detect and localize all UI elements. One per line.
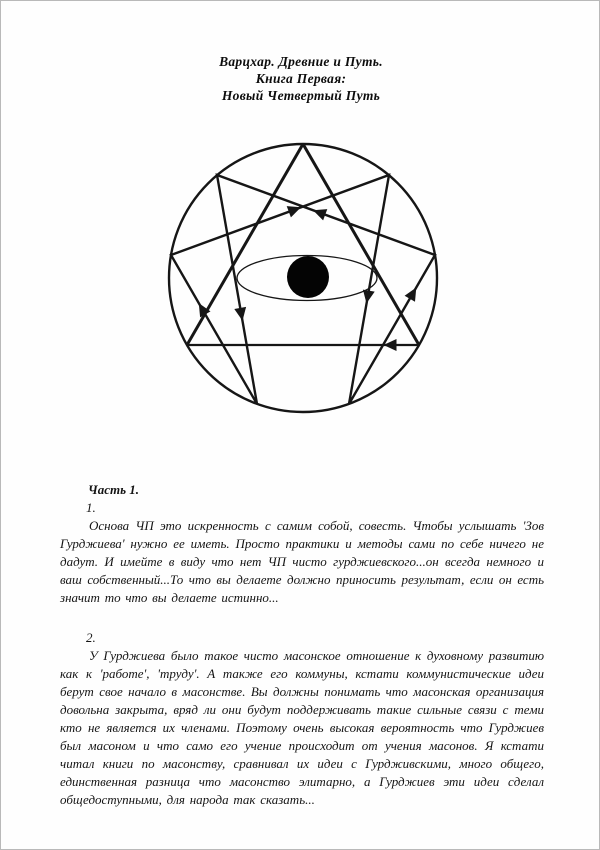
section-1-paragraph: Основа ЧП это искренность с самим собой, совесть. Чтобы услышать 'Зов Гурджиева' нужно ее иметь. Просто практики и методы сами по себе ничего не дадут. И имейте в виду что нет ЧП чисто гурджиевского...он всегда немного и ваш собственный...То что вы делаете должно приносить результат, если он есть значит то что вы делаете истинно...: [60, 518, 544, 605]
black-sphere: [287, 256, 329, 298]
title-line-1: Варцхар. Древние и Путь.: [219, 54, 383, 69]
arrow-1-to-4: [363, 290, 375, 304]
enneagram-svg: [147, 132, 459, 424]
section-1-number: 1.: [86, 500, 96, 515]
title-line-3: Новый Четвертый Путь: [221, 88, 381, 103]
body-text-block: [60, 481, 544, 809]
arrow-7-to-1: [287, 206, 301, 217]
document-title: [1, 53, 600, 104]
part-heading: Часть 1.: [88, 482, 140, 497]
arrow-2-to-8: [313, 209, 327, 220]
arrow-8-to-5: [234, 307, 246, 321]
title-line-2: Книга Первая:: [255, 71, 347, 86]
enneagram-figure: [147, 132, 459, 424]
section-2-number: 2.: [86, 630, 96, 645]
section-2-paragraph: У Гурджиева было такое чисто масонское отношение к духовному развитию как к 'работе', 'труду'. А также его коммуны, кстати коммунистические идеи берут свое начало в масонстве. Вы должны понимать что масонская организация довольна закрыта, вряд ли они будут поддерживать такие сильные связи с теми кто не является их членами. Поэтому очень высокая вероятность что Гурджиев был масоном и что само его учение происходит от учения масонов. Я кстати читал книги по масонству, сравнивал их идеи с Гурдживскими, много общего, единственная разница что масонство элитарно, а Гурджиев эти идеи сделал общедоступными, для народа так сказать...: [60, 648, 544, 807]
